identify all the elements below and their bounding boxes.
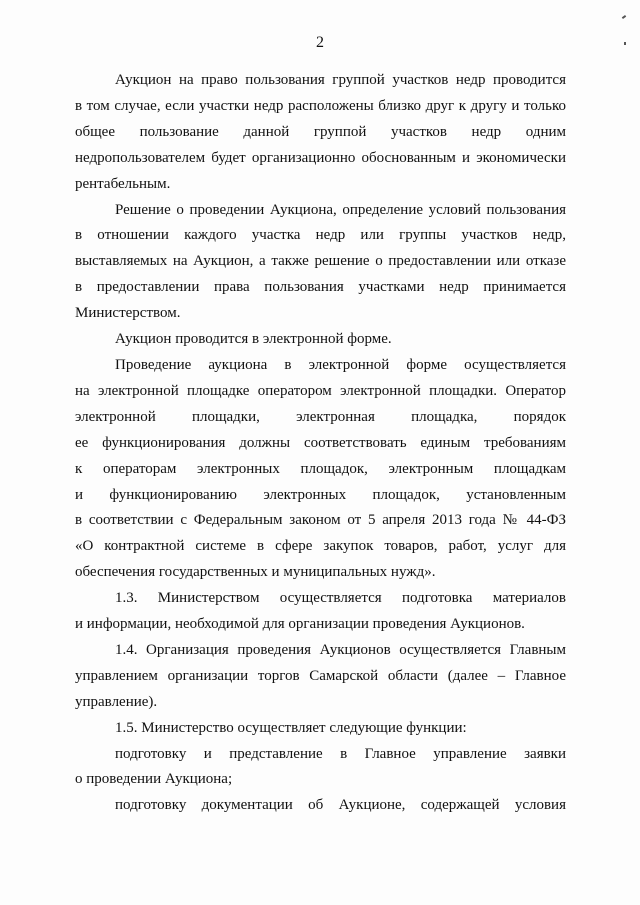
text-line: подготовку и представление в Главное управление заявки [115,745,566,762]
text-line: Проведение аукциона в электронной форме осуществляется [115,356,566,373]
text-line: «О контрактной системе в сфере закупок товаров, работ, услуг для [75,538,566,555]
page-number: 2 [316,34,324,51]
text-line: и функционированию электронных площадок, установленным [75,486,566,503]
text-line: управление). [75,693,158,710]
text-line: Аукцион проводится в электронной форме. [115,331,392,348]
text-line: недропользователем будет организационно обоснованным и экономически [75,149,566,166]
text-line: 1.4. Организация проведения Аукционов осуществляется Главным [115,641,566,658]
text-line: общее пользование данной группой участков недр одним [75,123,566,140]
text-line: в том случае, если участки недр расположены близко друг к другу и только [75,97,566,114]
document-body [75,68,566,819]
text-line: в предоставлении права пользования участками недр принимается [75,279,566,296]
text-line: 1.3. Министерством осуществляется подготовка материалов [115,590,566,607]
text-line: в отношении каждого участка недр или группы участков недр, [75,227,566,244]
text-line: подготовку документации об Аукционе, содержащей условия [115,797,566,814]
text-line: на электронной площадке оператором электронной площадки. Оператор [75,382,566,399]
text-line: в соответствии с Федеральным законом от 5 апреля 2013 года № 44-ФЗ [75,512,566,529]
text-line: и информации, необходимой для организации проведения Аукционов. [75,616,525,633]
text-line: 1.5. Министерство осуществляет следующие функции: [115,719,467,736]
text-line: ее функционирования должны соответствовать единым требованиям [75,434,566,451]
text-line: Министерством. [75,305,181,322]
text-line: рентабельным. [75,175,171,192]
text-line: к операторам электронных площадок, электронным площадкам [75,460,566,477]
text-line: управлением организации торгов Самарской области (далее – Главное [75,667,566,684]
text-line: Решение о проведении Аукциона, определение условий пользования [115,201,566,218]
scan-marks [610,12,630,72]
text-line: о проведении Аукциона; [75,771,233,788]
text-line: электронной площадки, электронная площадка, порядок [75,408,566,425]
text-line: обеспечения государственных и муниципальных нужд». [75,564,436,581]
text-line: Аукцион на право пользования группой участков недр проводится [115,72,566,88]
text-line: выставляемых на Аукцион, а также решение о предоставлении или отказе [75,253,566,270]
